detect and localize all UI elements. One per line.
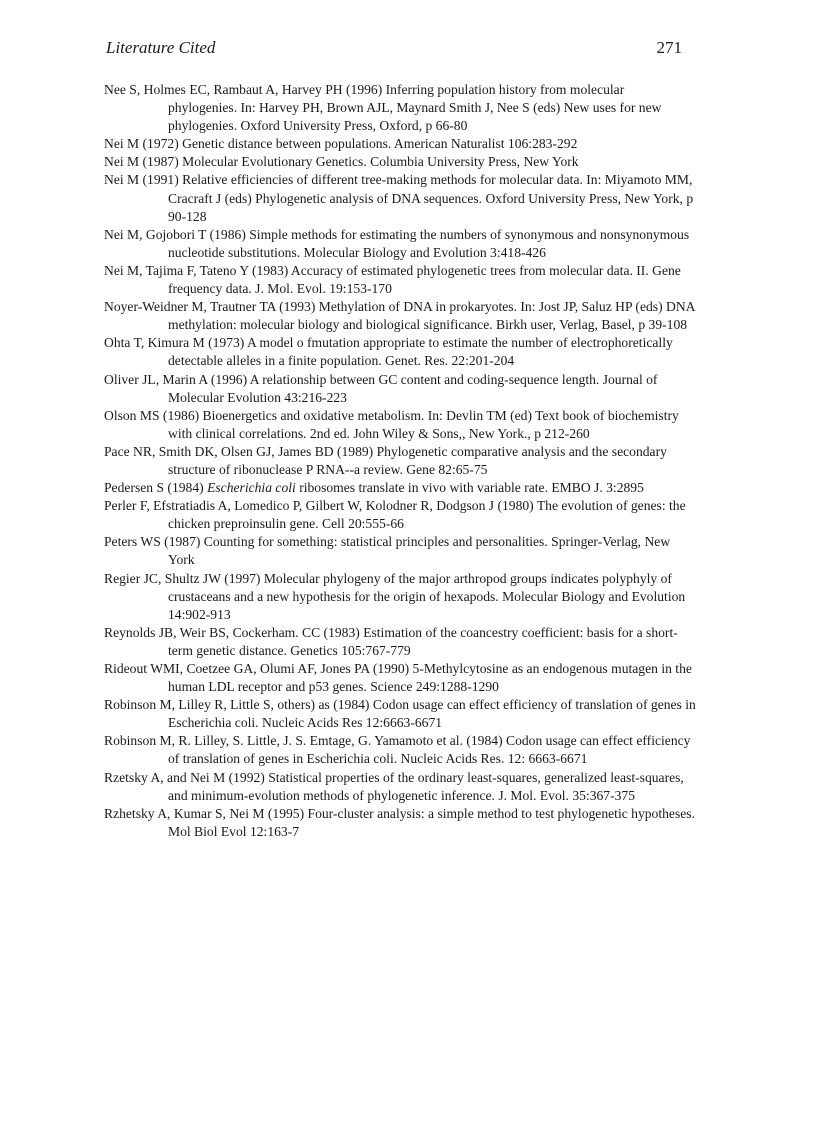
reference-text-before: Pedersen S (1984)	[104, 480, 208, 496]
reference-entry: Pace NR, Smith DK, Olsen GJ, James BD (1989) Phylogenetic comparative analysis and the secondary structure of ribonuclease P RNA--a review. Gene 82:65-75	[104, 443, 667, 477]
reference-entry: Rideout WMI, Coetzee GA, Olumi AF, Jones PA (1990) 5-Methylcytosine as an endogenous mutagen in the human LDL receptor and p53 genes. Science 249:1288-1290	[104, 661, 692, 695]
reference-entry: Nei M, Gojobori T (1986) Simple methods for estimating the numbers of synonymous and nonsynonymous nucleotide substitutions. Molecular Biology and Evolution 3:418-426	[104, 226, 690, 260]
reference-list	[104, 81, 696, 841]
reference-entry: Regier JC, Shultz JW (1997) Molecular phylogeny of the major arthropod groups indicates polyphyly of crustaceans and a new hypothesis for the origin of hexapods. Molecular Biology and Evolution 14:902-913	[104, 570, 686, 622]
page-number: 271	[656, 38, 682, 57]
reference-entry: Nee S, Holmes EC, Rambaut A, Harvey PH (1996) Inferring population history from molecular phylogenies. In: Harvey PH, Brown AJL, Maynard Smith J, Nee S (eds) New uses for new phylogenies. Oxford University Press, Oxford, p 66-80	[104, 82, 662, 134]
reference-entry: Robinson M, Lilley R, Little S, others) as (1984) Codon usage can effect efficiency of translation of genes in Escherichia coli. Nucleic Acids Res 12:6663-6671	[104, 697, 696, 731]
reference-entry: Ohta T, Kimura M (1973) A model o fmutation appropriate to estimate the number of electrophoretically detectable alleles in a finite population. Genet. Res. 22:201-204	[104, 335, 673, 369]
page-header	[106, 38, 682, 62]
species-name-italic: Escherichia coli	[207, 480, 296, 496]
reference-entry: Nei M (1987) Molecular Evolutionary Genetics. Columbia University Press, New York	[104, 154, 579, 170]
reference-entry: Robinson M, R. Lilley, S. Little, J. S. Emtage, G. Yamamoto et al. (1984) Codon usage can effect efficiency of translation of genes in Escherichia coli. Nucleic Acids Res. 12: 6663-6671	[104, 733, 691, 767]
reference-entry: Perler F, Efstratiadis A, Lomedico P, Gilbert W, Kolodner R, Dodgson J (1980) The evolution of genes: the chicken preproinsulin gene. Cell 20:555-66	[104, 498, 686, 532]
reference-entry: Rzhetsky A, Kumar S, Nei M (1995) Four-cluster analysis: a simple method to test phylogenetic hypotheses. Mol Biol Evol 12:163-7	[104, 805, 695, 839]
reference-entry: Nei M (1972) Genetic distance between populations. American Naturalist 106:283-292	[104, 136, 578, 152]
reference-entry: Peters WS (1987) Counting for something: statistical principles and personalities. Springer-Verlag, New York	[104, 534, 671, 568]
reference-entry: Rzetsky A, and Nei M (1992) Statistical properties of the ordinary least-squares, generalized least-squares, and minimum-evolution methods of phylogenetic inference. J. Mol. Evol. 35:367-375	[104, 769, 684, 803]
reference-entry: Nei M (1991) Relative efficiencies of different tree-making methods for molecular data. In: Miyamoto MM, Cracraft J (eds) Phylogenetic analysis of DNA sequences. Oxford University Press, New York, p 90-128	[104, 172, 694, 224]
reference-entry	[104, 479, 696, 497]
reference-text-after: ribosomes translate in vivo with variable rate. EMBO J. 3:2895	[295, 480, 644, 496]
reference-entry: Oliver JL, Marin A (1996) A relationship between GC content and coding-sequence length. Journal of Molecular Evolution 43:216-223	[104, 371, 658, 405]
reference-entry: Olson MS (1986) Bioenergetics and oxidative metabolism. In: Devlin TM (ed) Text book of biochemistry with clinical correlations. 2nd ed. John Wiley & Sons,, New York., p 212-260	[104, 407, 679, 441]
reference-entry: Nei M, Tajima F, Tateno Y (1983) Accuracy of estimated phylogenetic trees from molecular data. II. Gene frequency data. J. Mol. Evol. 19:153-170	[104, 262, 681, 297]
reference-entry: Reynolds JB, Weir BS, Cockerham. CC (1983) Estimation of the coancestry coefficient: basis for a short-term genetic distance. Genetics 105:767-779	[104, 624, 678, 658]
reference-entry: Noyer-Weidner M, Trautner TA (1993) Methylation of DNA in prokaryotes. In: Jost JP, Saluz HP (eds) DNA methylation: molecular biology and biological significance. Birkh user, Verlag, Basel, p 39-108	[104, 299, 695, 333]
running-title: Literature Cited	[106, 38, 216, 57]
